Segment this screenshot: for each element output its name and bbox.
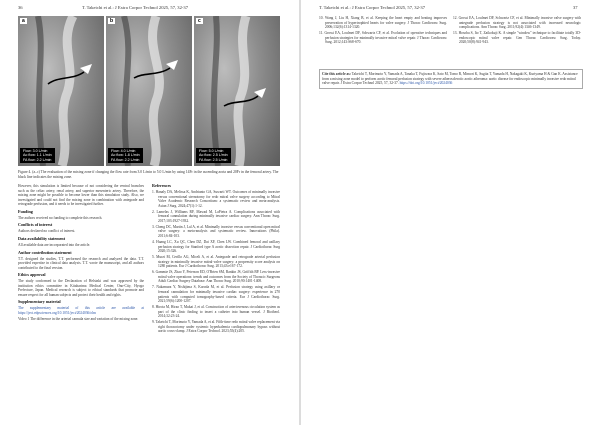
cite-label: Cite this article as: [322,72,351,76]
doi-link[interactable]: https://doi.org/10.1051/ject/2024036 [399,81,453,86]
cite-text: Takeichi T, Morimoto Y, Yamada A, Tanaka T, Fujiwara K, Sato M, Tomo R, Mimori K, Sugita T, Yamada H, Nakagaki K, Kuriyama H & Gan K. Assistance from a mixing zone model to perform aortic femoral perfusion strategy with severe atherosclerotic aortic atheroma: aortic disease for endoscopic minimally invasive redo mitral valve repair. J Extra Corpor Technol 2025, 57, 32-37. [322,72,578,86]
paragraph: All available data are incorporated into the article. [18,242,91,247]
arrow-icon [254,88,266,98]
paragraph: The authors received no funding to complete this research. [18,215,103,220]
page-number-right: 37 [573,5,578,10]
section-heading-author: Author contribution statement [18,249,72,255]
right-references-col-1 [319,16,447,46]
references-column [152,184,280,335]
left-column-body [18,184,144,323]
section-heading-data: Data availability statement [18,235,66,241]
panel-label: a [22,18,25,24]
reference-item: 12. Grossi EA, Loulmet DF, Schwartz CF, et al. Minimally invasive valve surgery with antegrade perfusion strategy is not associated with increased neurologic complications. Ann Thorac Surg. 2011;92(4):1346-1349. [453,16,581,30]
figure-panel-c [194,16,280,166]
reference-item: 2. Lamelas J, Williams RF, Mawad M, LaPietra A. Complications associated with femoral cannulation during minimally invasive cardiac surgery. Ann Thorac Surg. 2017;103:1927-1932. [152,209,280,223]
left-page [0,0,299,425]
figure-panel-b [106,16,192,166]
section-heading-conflicts: Conflicts of interest [18,222,53,228]
paragraph: Video 1 The difference in the arterial cannula size and variation of the mixing zone. [18,317,139,322]
right-page [301,0,600,425]
aorta-scan-image [106,16,192,166]
running-head-left: T. Takeichi et al.: J Extra Corpor Technol 2025, 57, 32-37 [82,5,189,10]
reference-item: 13. Hosoba S, Ito T, Zaikokuji K. A simple "window" technique to facilitate totally 3D-endoscopic mitral valve repair. Gen Thorac Cardiovasc Surg. Today. 2020;50(8):941-943. [453,31,581,45]
mixing-zone-line [134,68,170,78]
paragraph: However, this simulation is limited because of not considering the ventral branches such as the celiac artery, renal artery, and superior mesenteric artery. Therefore, the mixing zone might be possible to become lower than this simulation study. Also, we investigated and could not find the mixing zone in combination with antegrade and retrograde perfusion, and it needs to be investigated further. [18,184,144,207]
reference-item: 11. Grossi EA, Loulmet DF, Schwartz CF, et al. Evolution of operative techniques and perfusion strategies for minimally invasive mitral valve repair. J Thorac Cardiovasc Surg. 2012;143:S68-S70. [319,31,447,45]
references-heading: References [152,183,172,188]
section-heading-ethics: Ethics approval [18,272,46,278]
figure-4 [18,16,280,166]
reference-item: 7. Nakamura Y, Nishijima S, Kuroda M, et al. Perfusion strategy using axillary or femoral cannulation for minimally invasive cardiac surgery: experience in 270 patients with computed tomography-based criteria. Eur J Cardiothorac Surg. 2021;59(6):1200-1207. [152,285,280,304]
paragraph: Authors declared no conflict of interest. [18,229,76,234]
reference-item: 9. Takeichi T, Morimoto Y, Yamada A, et al. Fifth-time redo mitral valve replacement via right thoracotomy under systemic hyperkalemia cardiopulmonary bypass without aortic cross-clamp. J Extra Corpor Technol. 2023;55(4):205. [152,320,280,334]
supplementary-link[interactable]: The supplementary material of this article are available at https://ject.edpsciences.org/10.1051/ject/2024036/olm [18,306,144,316]
flow-readout: Flow: 5.0 L/min Ao flow: 2.5 L/min FA flow: 2.5 L/min [196,148,231,163]
reference-item: 10. Wang J, Liu H, Xiang B, et al. Keeping the heart empty and beating improves preservation of hypertrophied hearts for valve surgery. J Thorac Cardiovasc Surg. 2006;132(6):1314-1320. [319,16,447,30]
paragraph: T.T. designed the studies, T.T. performed the research and analyzed the data. T.T. provided expertise in clinical data analysis. T.T. wrote the manuscript, and all authors contributed to the final version. [18,256,144,270]
flow-readout: Flow: 4.0 L/min Ao flow: 1.8 L/min FA flow: 2.2 L/min [108,148,143,163]
figure-caption: Figure 4. (a–c) The evaluation of the mixing zone if changing the flow rate from 3.0 L/min to 5.0 L/min by using 14Fr in the ascending aorta and 20Fr in the femoral artery. The black line indicates the mixing zone. [18,170,279,179]
page-number-left: 36 [18,5,23,10]
right-references-col-2 [453,16,581,46]
panel-label: c [198,18,201,24]
reference-item: 6. Gammie JS, Zhao Y, Peterson ED, O'Brien SM, Rankin JS, Griffith BP. Less-invasive mitral valve operations: trends and outcomes from the Society of Thoracic Surgeons Adult Cardiac Surgery Database. Ann Thorac Surg. 2010;90:1401-1408. [152,270,280,284]
section-heading-supplementary: Supplementary material [18,299,61,305]
figure-panel-a [18,16,104,166]
panel-label: b [110,18,114,24]
aorta-scan-image [194,16,280,166]
reference-item: 8. Hirota M, Hirao T, Mukai J, et al. Construction of arteriovenous circulation system as part of the clinic finding to insert a catheter into human vessel. J Biotheol. 2014;32:23-24. [152,305,280,319]
reference-item: 4. Huang LC, Xu QC, Chen DZ, Dai XF, Chen LW. Combined femoral and axillary perfusion strategy for Stanford type A aortic dissection repair. J Cardiothorac Surg 2020;15:326. [152,240,280,254]
reference-item: 5. Murzi M, Cerillo AG, Miceli A, et al. Antegrade and retrograde arterial perfusion strategy in minimally invasive mitral-valve surgery: a propensity score analysis on 1280 patients. Eur J Cardiothorac Surg. 2013;43:e167-172. [152,255,280,269]
aorta-scan-image [18,16,104,166]
section-heading-funding: Funding [18,208,33,214]
paragraph: The study conformed to the Declaration of Helsinki and was approved by the institution ethics committee in Kitaharima Medical Center, Ono-City, Hyogo Prefecture, Japan. Medical research is subject to ethical standards that promote and ensure respect for all human subjects and protect their health and rights. [18,279,144,297]
cite-this-article-box [319,69,583,89]
running-head-right: T. Takeichi et al.: J Extra Corpor Technol 2025, 57, 32-37 [319,5,426,10]
reference-item: 3. Cheng DC, Martin J, Lal A, et al. Minimally invasive versus conventional open mitral valve surgery: a meta-analysis and systematic review. Innovations (Phila). 2011;6:84-103. [152,224,280,238]
reference-item: 1. Hanaly DA, Melissa K, Andrianto GA, Suwarti WT. Outcomes of minimally invasive versus conventional sternotomy for redo mitral valve surgery according to Mitral Valve Academic Research Consortium: a systematic review and meta-analysis. Asian J Surg. 2024;47(1):1-12. [152,190,280,208]
flow-readout: Flow: 3.0 L/min Ao flow: 1.1 L/min FA flow: 2.2 L/min [20,148,55,163]
